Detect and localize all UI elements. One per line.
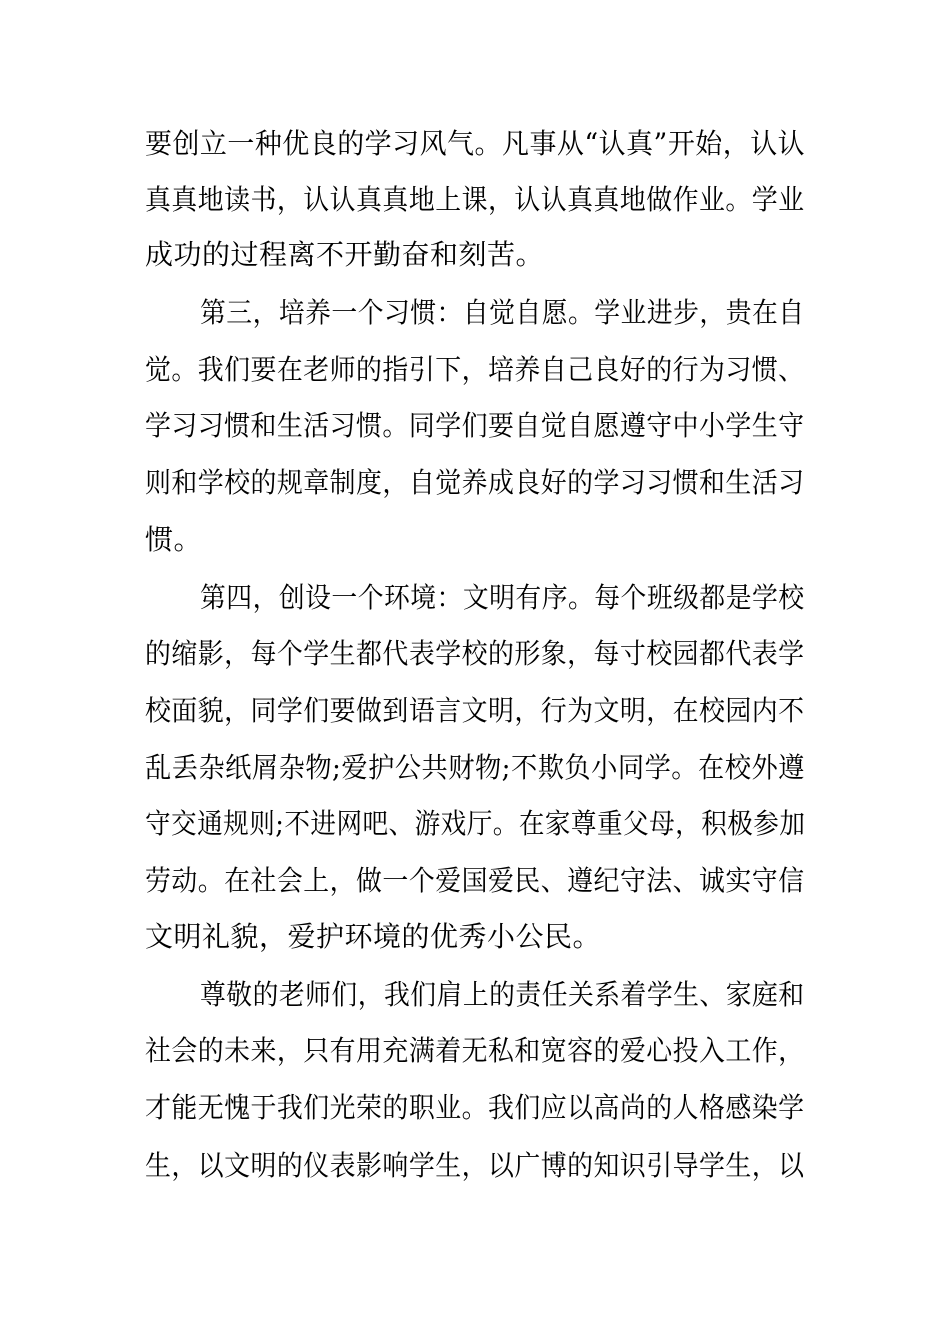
text-line: 校面貌，同学们要做到语言文明，行为文明，在校园内不	[145, 694, 805, 727]
text-line: 乱丢杂纸屑杂物;爱护公共财物;不欺负小同学。在校外遵	[145, 751, 805, 784]
text-line: 成功的过程离不开勤奋和刻苦。	[145, 238, 545, 271]
text-line: 则和学校的规章制度，自觉养成良好的学习习惯和生活习	[145, 466, 805, 499]
text-line: 的缩影，每个学生都代表学校的形象，每寸校园都代表学	[145, 637, 805, 670]
text-line: 守交通规则;不进网吧、游戏厅。在家尊重父母，积极参加	[145, 807, 806, 840]
paragraph-start-line: 第三，培养一个习惯：自觉自愿。学业进步，贵在自	[200, 296, 805, 329]
text-line: 真真地读书，认认真真地上课，认认真真地做作业。学业	[145, 183, 805, 216]
text-line: 觉。我们要在老师的指引下，培养自己良好的行为习惯、	[145, 353, 805, 386]
paragraph-start-line: 第四，创设一个环境：文明有序。每个班级都是学校	[200, 581, 805, 614]
text-line: 文明礼貌，爱护环境的优秀小公民。	[145, 920, 602, 953]
text-line: 生，以文明的仪表影响学生，以广博的知识引导学生，以	[145, 1149, 805, 1182]
text-line: 惯。	[145, 523, 203, 556]
text-line: 要创立一种优良的学习风气。凡事从“认真”开始，认认	[145, 127, 806, 160]
paragraph-start-line: 尊敬的老师们，我们肩上的责任关系着学生、家庭和	[200, 978, 805, 1011]
text-line: 劳动。在社会上，做一个爱国爱民、遵纪守法、诚实守信	[145, 864, 805, 897]
text-line: 学习习惯和生活习惯。同学们要自觉自愿遵守中小学生守	[145, 409, 805, 442]
text-line: 才能无愧于我们光荣的职业。我们应以高尚的人格感染学	[145, 1091, 805, 1124]
text-line: 社会的未来，只有用充满着无私和宽容的爱心投入工作，	[145, 1034, 805, 1067]
